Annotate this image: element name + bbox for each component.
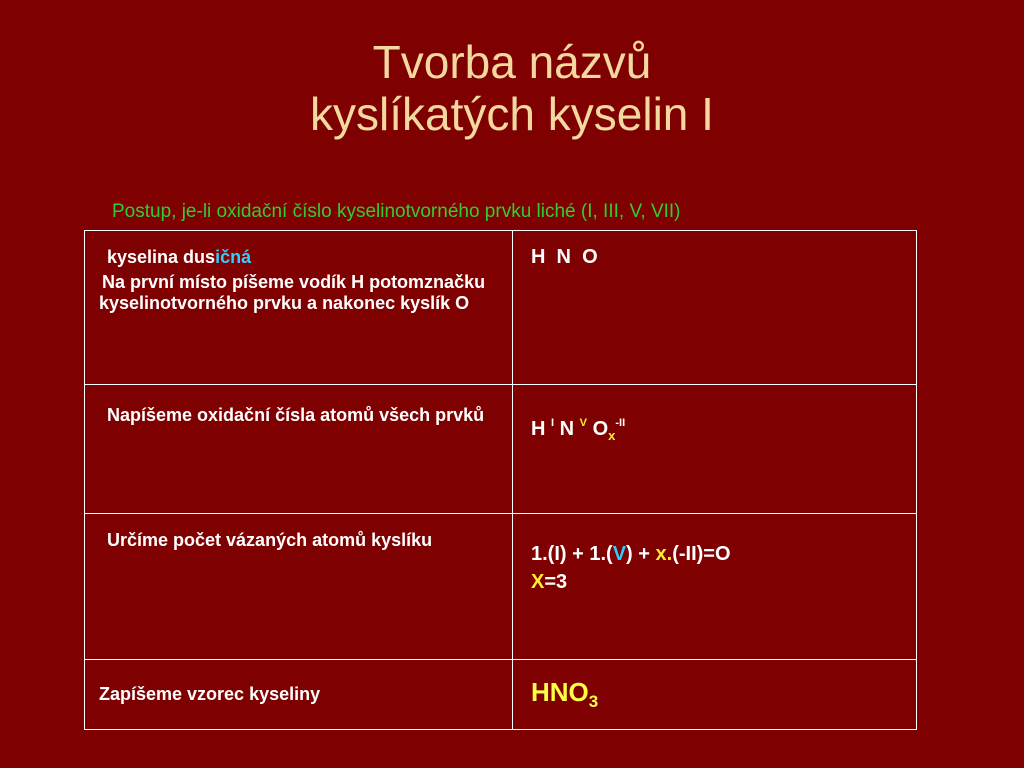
slide-title xyxy=(0,36,1024,140)
oxygen-subscript: 3 xyxy=(588,692,599,711)
step-3-description xyxy=(85,514,513,660)
step-2-description xyxy=(85,385,513,514)
acid-name-suffix: ičná xyxy=(215,247,252,267)
step-3-text: Určíme počet vázaných atomů kyslíku xyxy=(107,530,433,550)
oxygen-result: X=3 xyxy=(531,571,568,593)
step-4-text: Zapíšeme vzorec kyseliny xyxy=(99,684,321,704)
title-line-1: Tvorba názvů xyxy=(372,36,652,88)
h-oxidation: I xyxy=(551,417,555,429)
step-2-text: Napíšeme oxidační čísla atomů všech prvků xyxy=(107,405,485,425)
table-row xyxy=(85,231,917,385)
o-oxidation: -II xyxy=(615,417,626,429)
step-1-text xyxy=(85,231,512,314)
steps-table xyxy=(84,230,917,730)
step-1-instruction: Na první místo píšeme vodík H potomznačku kyselinotvorného prvku a nakonec kyslík O xyxy=(99,272,486,313)
oxygen-equation: 1.(I) + 1.(V) + x.(-II)=O xyxy=(531,543,731,565)
o-count: x xyxy=(608,428,616,443)
step-1-result xyxy=(513,231,917,385)
slide-subtitle: Postup, je-li oxidační číslo kyselinotvorného prvku liché (I, III, V, VII) xyxy=(112,201,681,222)
step-3-result xyxy=(513,514,917,660)
formula-elements: H N O xyxy=(531,246,598,268)
n-oxidation: V xyxy=(579,417,587,429)
table-row xyxy=(85,385,917,514)
step-1-description xyxy=(85,231,513,385)
step-4-result xyxy=(513,660,917,730)
table-row xyxy=(85,514,917,660)
oxidation-numbers: H $^I$ N $^V$ $O_x^{-II}$ xyxy=(531,417,626,443)
step-2-result xyxy=(513,385,917,514)
step-4-description xyxy=(85,660,513,730)
table-row xyxy=(85,660,917,730)
final-formula: $HNO_3$ xyxy=(531,677,599,711)
acid-name: kyselina dusičná xyxy=(107,247,252,267)
title-line-2: kyslíkatých kyselin I xyxy=(310,88,714,140)
